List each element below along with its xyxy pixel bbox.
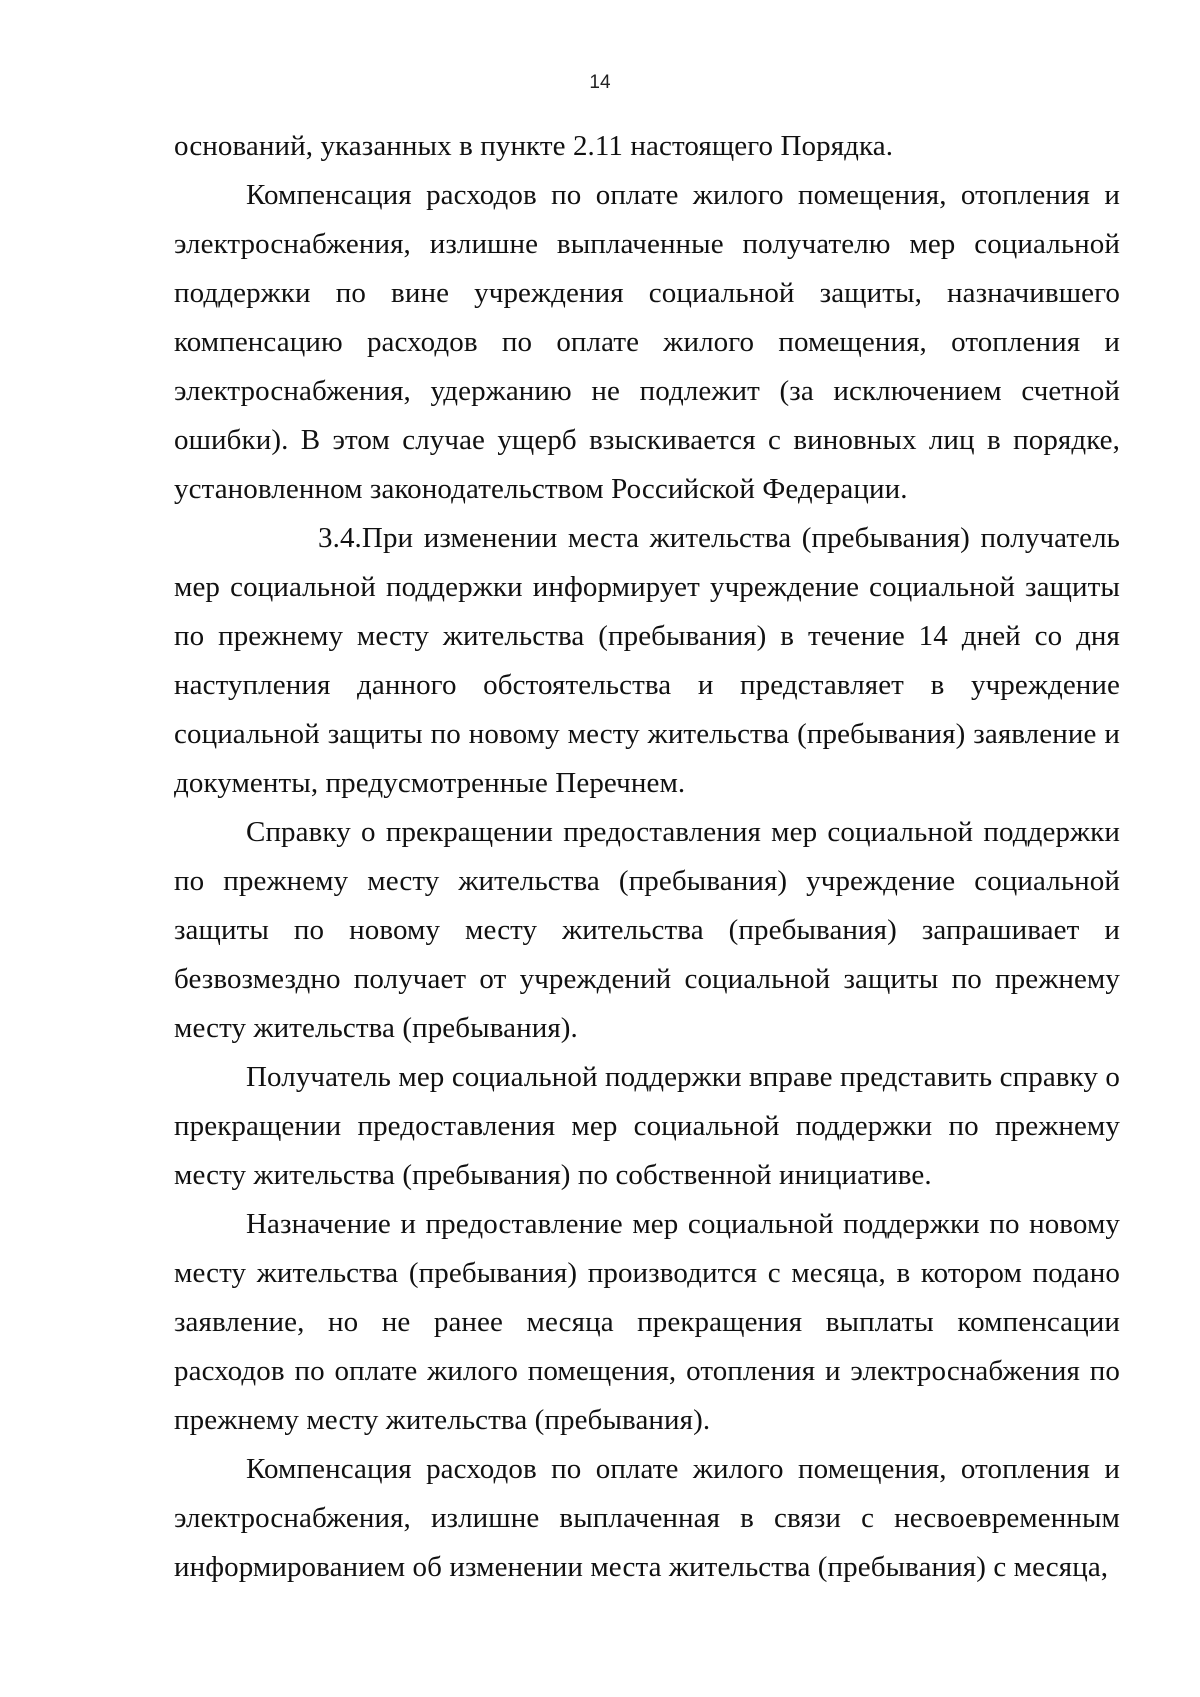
page-number: 14 — [589, 72, 611, 93]
clause-number: 3.4. — [318, 522, 362, 554]
paragraph-certificate-request: Справку о прекращении предоставления мер социальной поддержки по прежнему месту жительства (пребывания) учреждение социальной защиты по новому месту жительства (пребывания) запрашивает и безвозмездно получает от учреждений социальной защиты по прежнему месту жительства (пребывания). — [174, 816, 1120, 1044]
paragraph-new-residence: Назначение и предоставление мер социальной поддержки по новому месту жительства (пребывания) производится с месяца, в котором подано заявление, но не ранее месяца прекращения выплаты компенсации расходов по оплате жилого помещения, отопления и электроснабжения по прежнему месту жительства (пребывания). — [174, 1208, 1120, 1436]
paragraph-continuation: оснований, указанных в пункте 2.11 настоящего Порядка. — [174, 130, 894, 162]
document-body — [174, 122, 1120, 1592]
clause-text: При изменении места жительства (пребывания) получатель мер социальной поддержки информирует учреждение социальной защиты по прежнему месту жительства (пребывания) в течение 14 дней со дня наступления данного обстоятельства и представляет в учреждение социальной защиты по новому месту жительства (пребывания) заявление и документы, предусмотренные Перечнем. — [174, 522, 1120, 799]
paragraph-late-notification: Компенсация расходов по оплате жилого помещения, отопления и электроснабжения, излишне выплаченная в связи с несвоевременным информированием об изменении места жительства (пребывания) с месяца, — [174, 1453, 1120, 1583]
paragraph-clause-3-4 — [174, 514, 1120, 808]
paragraph-own-initiative: Получатель мер социальной поддержки вправе представить справку о прекращении предоставления мер социальной поддержки по прежнему месту жительства (пребывания) по собственной инициативе. — [174, 1061, 1120, 1191]
paragraph-compensation-overpayment: Компенсация расходов по оплате жилого помещения, отопления и электроснабжения, излишне выплаченные получателю мер социальной поддержки по вине учреждения социальной защиты, назначившего компенсацию расходов по оплате жилого помещения, отопления и электроснабжения, удержанию не подлежит (за исключением счетной ошибки). В этом случае ущерб взыскивается с виновных лиц в порядке, установленном законодательством Российской Федерации. — [174, 179, 1120, 505]
